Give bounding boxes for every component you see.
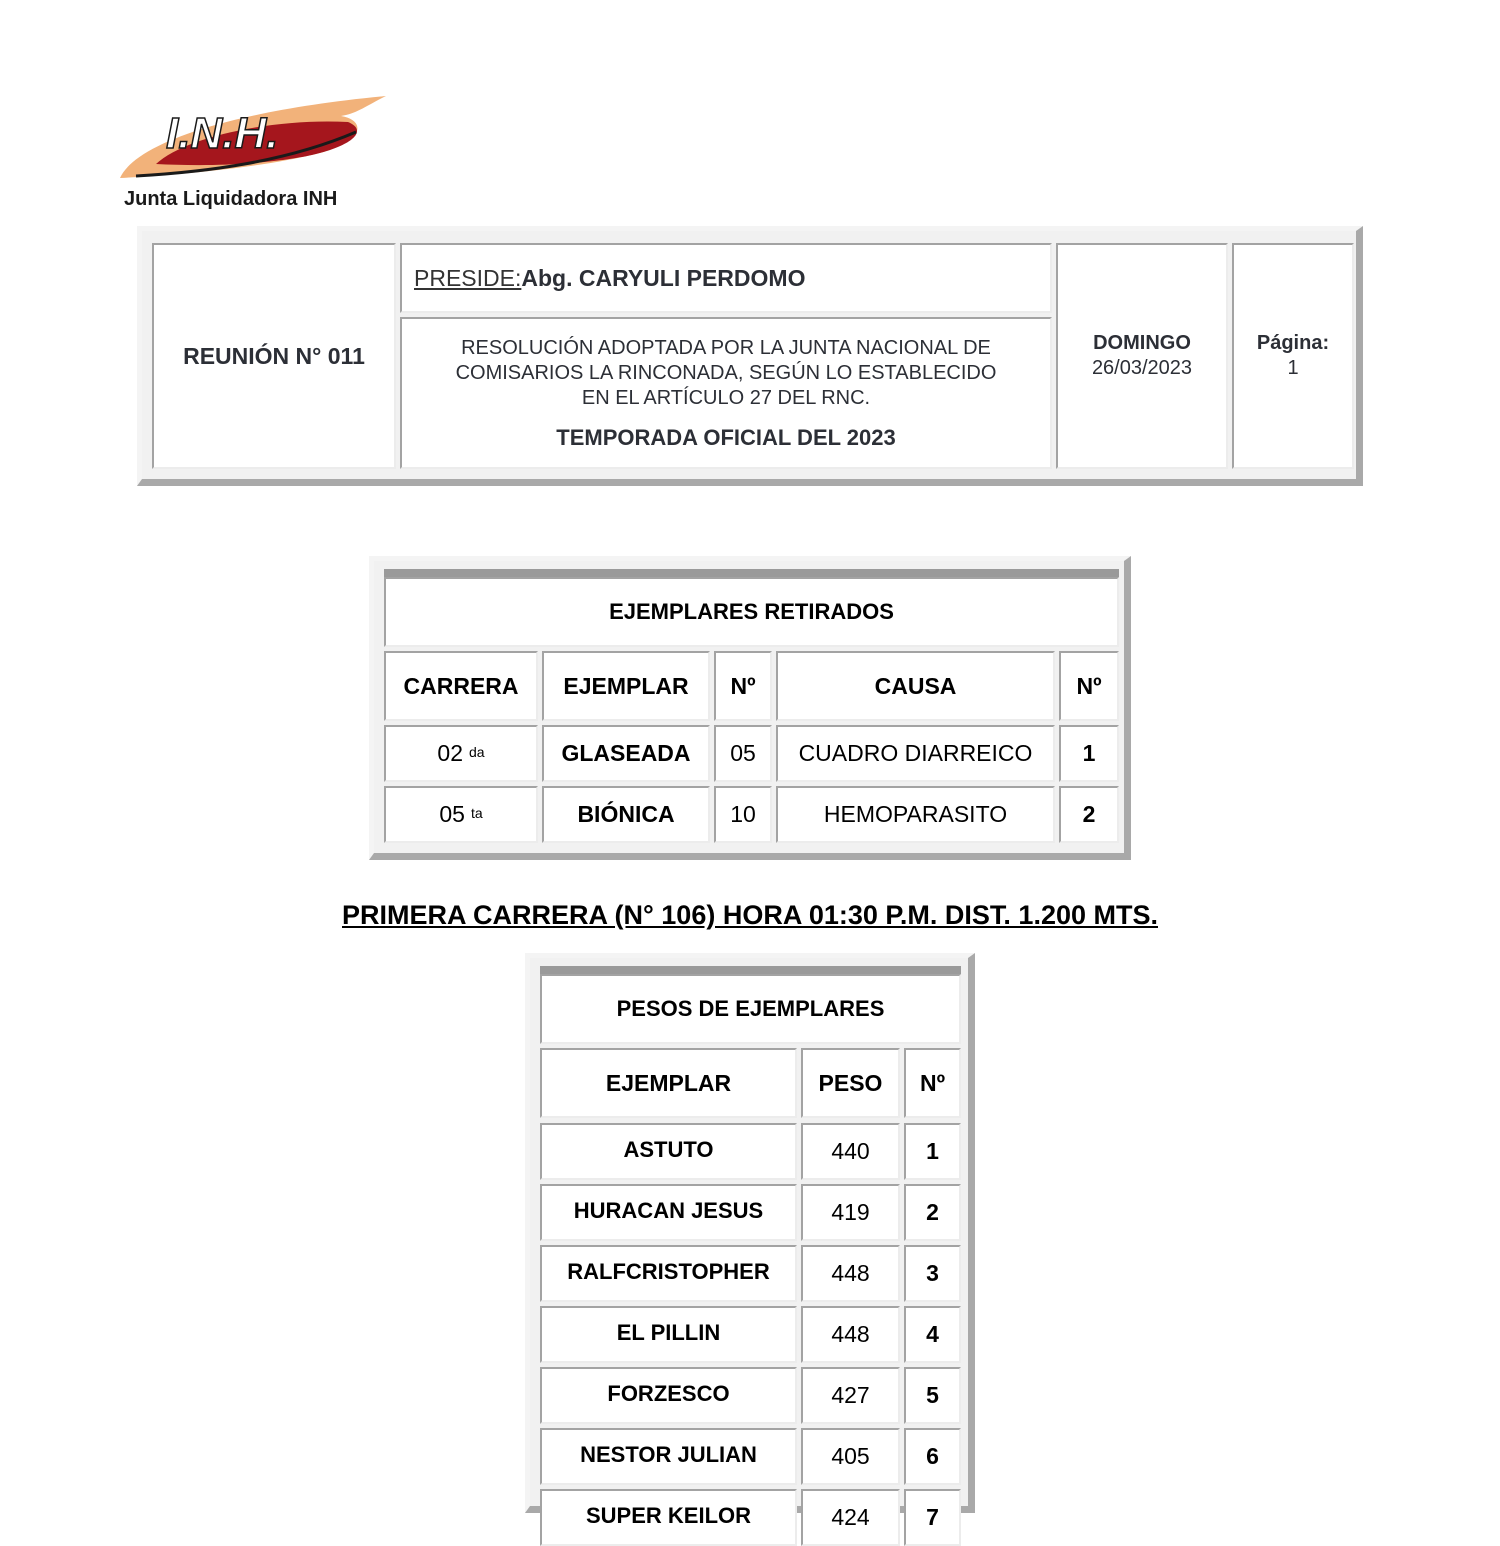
orden-value: 2 [1082, 801, 1096, 827]
date-value: 26/03/2023 [1091, 357, 1193, 379]
page-label: Página: [1256, 332, 1330, 354]
numero-value: 6 [926, 1443, 939, 1469]
table-row-2-numero [904, 1184, 961, 1241]
pesos-title [540, 974, 961, 1044]
table-row-2-orden [1059, 786, 1119, 843]
table-row-5-ejemplar: FORZESCO [540, 1367, 797, 1424]
table-row-4-ejemplar: EL PILLIN [540, 1306, 797, 1363]
table-row-3-numero [904, 1245, 961, 1302]
table-row-4-peso: 448 [801, 1306, 900, 1363]
page-cell [1232, 243, 1354, 469]
col-header-numero: Nº [904, 1048, 961, 1118]
logo-caption: Junta Liquidadora INH [124, 188, 338, 210]
table-row-2-causa: HEMOPARASITO [776, 786, 1055, 843]
table-row-2-ejemplar: HURACAN JESUS [540, 1184, 797, 1241]
table-row-2-peso: 419 [801, 1184, 900, 1241]
col-header-causa: CAUSA [776, 651, 1055, 721]
preside-label: PRESIDE: [414, 264, 522, 291]
table-row-5-peso: 427 [801, 1367, 900, 1424]
retirados-title [384, 577, 1119, 647]
pesos-table [525, 953, 975, 1530]
temporada-title: TEMPORADA OFICIAL DEL 2023 [556, 425, 896, 450]
resolucion-cell [400, 317, 1052, 469]
table-row-7-numero [904, 1489, 961, 1546]
table-top-bar [540, 966, 961, 974]
table-row-3-peso: 448 [801, 1245, 900, 1302]
race-title: PRIMERA CARRERA (N° 106) HORA 01:30 P.M. DIST. 1.200 MTS. [342, 900, 1158, 930]
resolucion-line-2: COMISARIOS LA RINCONADA, SEGÚN LO ESTABLECIDO [455, 362, 997, 384]
col-header-carrera: CARRERA [384, 651, 538, 721]
col-header-peso: PESO [801, 1048, 900, 1118]
table-row-5-numero [904, 1367, 961, 1424]
table-row-3-ejemplar: RALFCRISTOPHER [540, 1245, 797, 1302]
reunion-cell [152, 243, 396, 469]
numero-value: 4 [926, 1321, 939, 1347]
retirados-table [369, 556, 1131, 860]
table-top-bar [384, 569, 1119, 577]
numero-value: 3 [926, 1260, 939, 1286]
table-row-1-causa: CUADRO DIARREICO [776, 725, 1055, 782]
table-row-1-orden [1059, 725, 1119, 782]
table-row-7-ejemplar: SUPER KEILOR [540, 1489, 797, 1546]
table-row-1-numero [904, 1123, 961, 1180]
ejemplar-value: BIÓNICA [577, 801, 675, 827]
date-cell [1056, 243, 1228, 469]
reunion-number: REUNIÓN N° 011 [183, 342, 365, 369]
ejemplar-value: GLASEADA [561, 740, 691, 766]
table-row-1-numero: 05 [714, 725, 772, 782]
resolucion-line-3: EN EL ARTÍCULO 27 DEL RNC. [581, 387, 871, 409]
table-row-1-ejemplar: ASTUTO [540, 1123, 797, 1180]
header-box [137, 226, 1363, 486]
table-row-1-peso: 440 [801, 1123, 900, 1180]
table-row-2-numero: 10 [714, 786, 772, 843]
numero-value: 2 [926, 1199, 939, 1225]
numero-value: 7 [926, 1504, 939, 1530]
resolucion-line-1: RESOLUCIÓN ADOPTADA POR LA JUNTA NACIONAL DE [461, 337, 991, 359]
carrera-value: 05 [439, 801, 465, 827]
preside-name: Abg. CARYULI PERDOMO [521, 264, 806, 291]
table-row-1-ejemplar [542, 725, 710, 782]
table-row-6-ejemplar: NESTOR JULIAN [540, 1428, 797, 1485]
carrera-value: 02 [437, 740, 463, 766]
carrera-suffix: da [469, 743, 485, 760]
table-row-7-peso: 424 [801, 1489, 900, 1546]
table-row-6-numero [904, 1428, 961, 1485]
col-header-ejemplar: EJEMPLAR [540, 1048, 797, 1118]
table-row-4-numero [904, 1306, 961, 1363]
day-label: DOMINGO [1093, 332, 1191, 354]
page-number: 1 [1287, 357, 1299, 379]
numero-value: 5 [926, 1382, 939, 1408]
table-row-6-peso: 405 [801, 1428, 900, 1485]
col-header-orden: Nº [1059, 651, 1119, 721]
inh-logo-text: I.N.H. [166, 109, 279, 158]
table-row-2-carrera [384, 786, 538, 843]
retirados-title-text: EJEMPLARES RETIRADOS [609, 599, 894, 624]
orden-value: 1 [1082, 740, 1096, 766]
inh-logo [116, 92, 396, 212]
pesos-title-text: PESOS DE EJEMPLARES [616, 996, 885, 1021]
table-row-2-ejemplar [542, 786, 710, 843]
col-header-ejemplar: EJEMPLAR [542, 651, 710, 721]
numero-value: 1 [926, 1138, 939, 1164]
preside-cell [400, 243, 1052, 313]
inh-logo-icon [116, 92, 396, 187]
carrera-suffix: ta [470, 804, 483, 821]
col-header-numero: Nº [714, 651, 772, 721]
table-row-1-carrera [384, 725, 538, 782]
